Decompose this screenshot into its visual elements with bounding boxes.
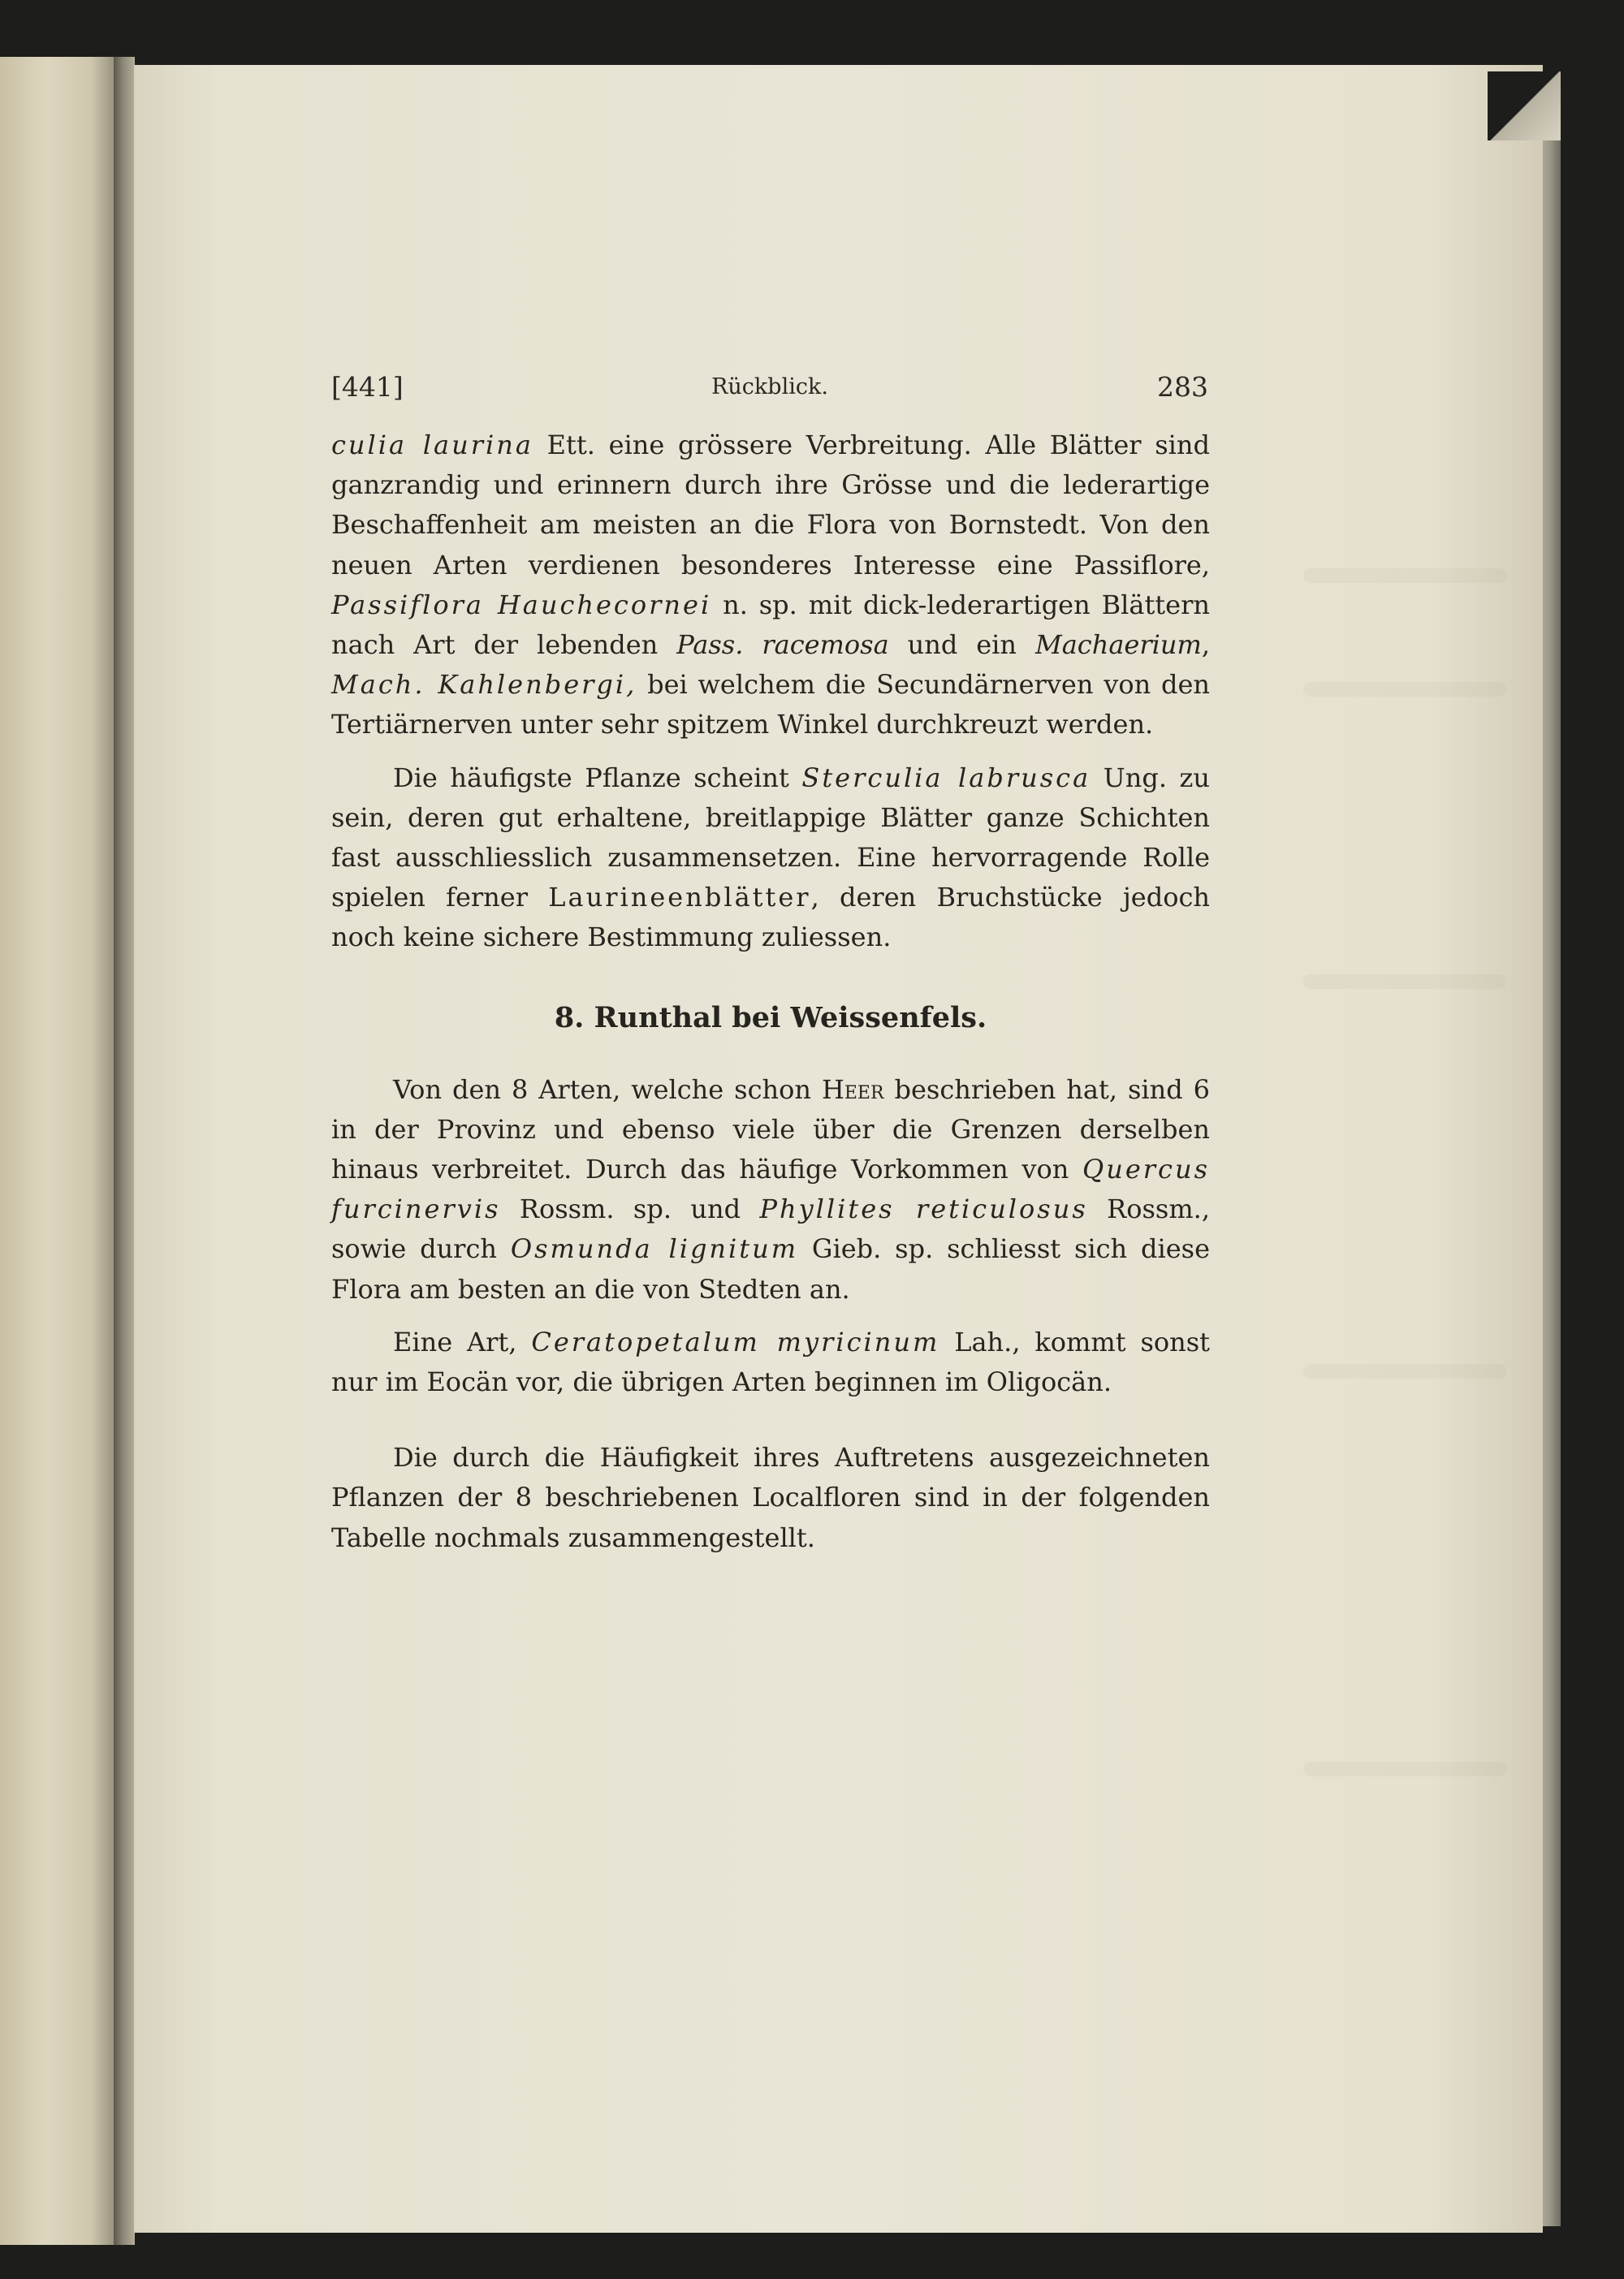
text-run: beschrieben hat, sind 6 in der Provinz und ebenso viele über die Grenzen derselben hinaus verbreitet. Durch das häufige Vorkommen von (331, 1073, 1211, 1185)
species-name: Quercus furcinervis (331, 1154, 1210, 1225)
species-name: Ceratopetalum myricinum (531, 1326, 940, 1357)
paragraph (331, 425, 1210, 745)
chapter-title: Rückblick. (711, 374, 828, 399)
text-run: bei welchem die Secundärnerven von den Tertiärnerven unter sehr spitzem Winkel durchkreuzt werden. (331, 669, 1210, 740)
text-run: Eine Art, (393, 1326, 532, 1357)
text-run: n. sp. mit dick-lederartigen Blättern nach Art der lebenden (331, 589, 1210, 661)
bleed-through-mark (1303, 568, 1506, 583)
page-corner (1488, 71, 1561, 140)
species-name: Sterculia labrusca (801, 762, 1091, 793)
paragraph (331, 1323, 1210, 1402)
species-name: Passiflora Hauchecornei (331, 589, 712, 620)
species-name: Osmunda lignitum (510, 1233, 799, 1265)
bleed-through-mark (1303, 1762, 1506, 1776)
species-name: culia laurina (331, 429, 533, 460)
running-head (331, 367, 1208, 408)
text-run: Rossm. sp. und (500, 1193, 760, 1225)
text-run: Von den 8 Arten, welche schon (393, 1073, 822, 1105)
text-run: und ein (888, 629, 1035, 661)
body-text (331, 425, 1210, 1558)
text-run: Die häufigste Pflanze scheint (393, 762, 802, 793)
species-name: Mach. Kahlenbergi, (331, 669, 637, 701)
paragraph (331, 1070, 1210, 1310)
text-run: Lah., kommt sonst nur im Eocän vor, die übrigen Arten beginnen im Oligocän. (331, 1326, 1211, 1398)
emphasized-term: Laurineenblätter (548, 882, 811, 913)
book-gutter (114, 57, 135, 2245)
bleed-through-mark (1303, 682, 1506, 697)
text-run: Gieb. sp. schliesst sich diese Flora am besten an die von Stedten an. (331, 1233, 1211, 1305)
text-run: , (1201, 629, 1210, 661)
text-run: Rossm., sowie durch (331, 1193, 1211, 1265)
species-name: Phyllites reticulosus (759, 1193, 1088, 1225)
paragraph (331, 758, 1210, 958)
page-number: 283 (1157, 371, 1208, 403)
author-name: Heer (821, 1073, 884, 1105)
genus-name: Machaerium (1034, 629, 1202, 661)
section-heading: 8. Runthal bei Weissenfels. (554, 1000, 987, 1034)
text-run: Ung. zu sein, deren gut erhaltene, breitlappige Blätter ganze Schichten fast ausschliesslich zusammensetzen. Eine hervorragende Rolle spielen ferner (331, 762, 1211, 913)
paragraph: Die durch die Häufigkeit ihres Auftretens ausgezeichneten Pflanzen der 8 beschriebenen Localfloren sind in der folgenden Tabelle nochmals zusammengestellt. (331, 1442, 1210, 1553)
text-run: Ett. eine grössere Verbreitung. Alle Blätter sind ganzrandig und erinnern durch ihre Grösse und die lederartige Beschaffenheit am meisten an die Flora von Bornstedt. Von den neuen Arten verdienen besonderes Interesse eine Passiflore, (331, 429, 1211, 581)
left-page-edge (0, 57, 114, 2245)
text-run: , deren Bruchstücke jedoch noch keine sichere Bestimmung zuliessen. (331, 882, 1211, 953)
species-name: Pass. racemosa (676, 629, 889, 661)
original-page-number: [441] (331, 371, 404, 403)
bleed-through-mark (1303, 974, 1506, 989)
bleed-through-mark (1303, 1364, 1506, 1379)
